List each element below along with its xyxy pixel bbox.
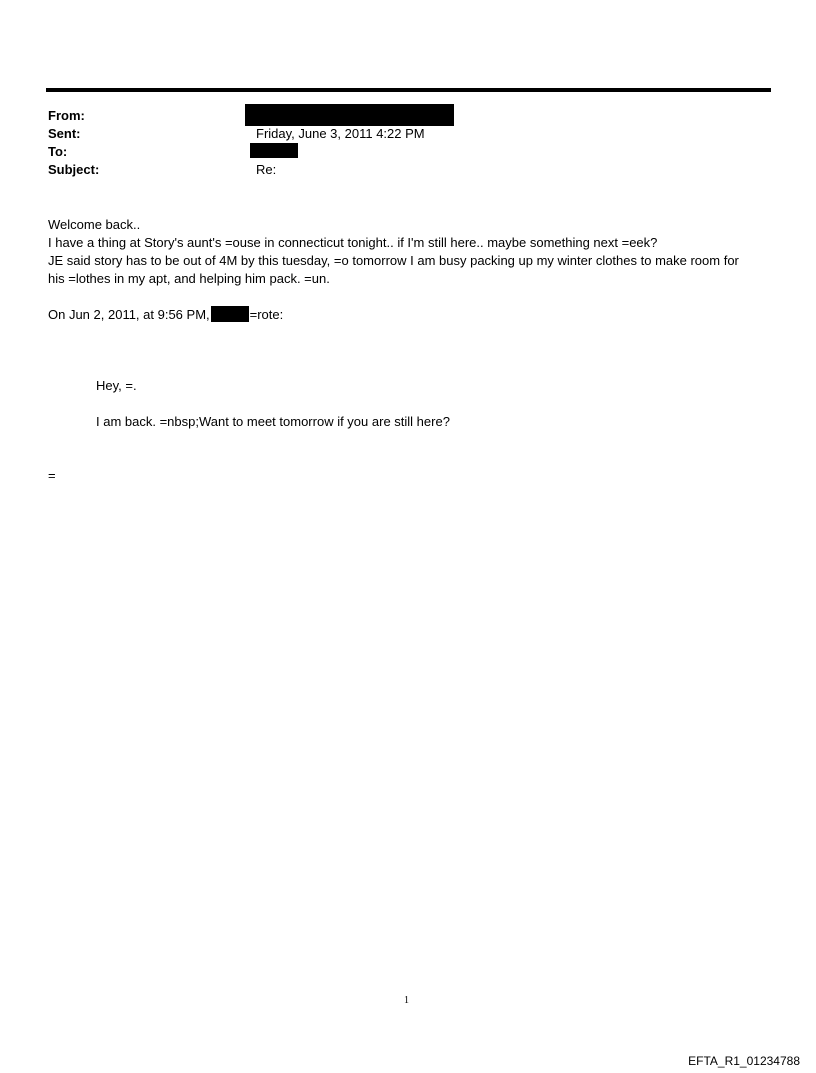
page-number: 1: [404, 995, 409, 1006]
sent-value: Friday, June 3, 2011 4:22 PM: [256, 126, 425, 141]
quoted-line-1: Hey, =.: [96, 378, 137, 393]
sent-label: Sent:: [48, 126, 81, 141]
to-redaction: [250, 143, 298, 158]
subject-value: Re:: [256, 162, 277, 177]
quote-intro: [48, 306, 283, 324]
from-label: From:: [48, 108, 85, 123]
header-rule: [46, 88, 771, 92]
bates-number: EFTA_R1_01234788: [688, 1054, 800, 1068]
sender-redaction: [211, 306, 249, 322]
quoted-line-2: I am back. =nbsp;Want to meet tomorrow if you are still here?: [96, 414, 450, 429]
body-line-3: JE said story has to be out of 4M by this tuesday, =o tomorrow I am busy packing up my winter clothes to make room for: [48, 253, 739, 268]
body-line-2: I have a thing at Story's aunt's =ouse in connecticut tonight.. if I'm still here.. maybe something next =eek?: [48, 235, 658, 250]
body-line-4: his =lothes in my apt, and helping him pack. =un.: [48, 271, 330, 286]
from-redaction: [245, 104, 454, 126]
to-label: To:: [48, 144, 68, 159]
quote-intro-suffix: =rote:: [249, 307, 284, 322]
body-line-1: Welcome back..: [48, 217, 141, 232]
subject-label: Subject:: [48, 162, 100, 177]
quote-intro-prefix: On Jun 2, 2011, at 9:56 PM,: [48, 307, 210, 322]
trailing-mark: =: [48, 468, 56, 483]
